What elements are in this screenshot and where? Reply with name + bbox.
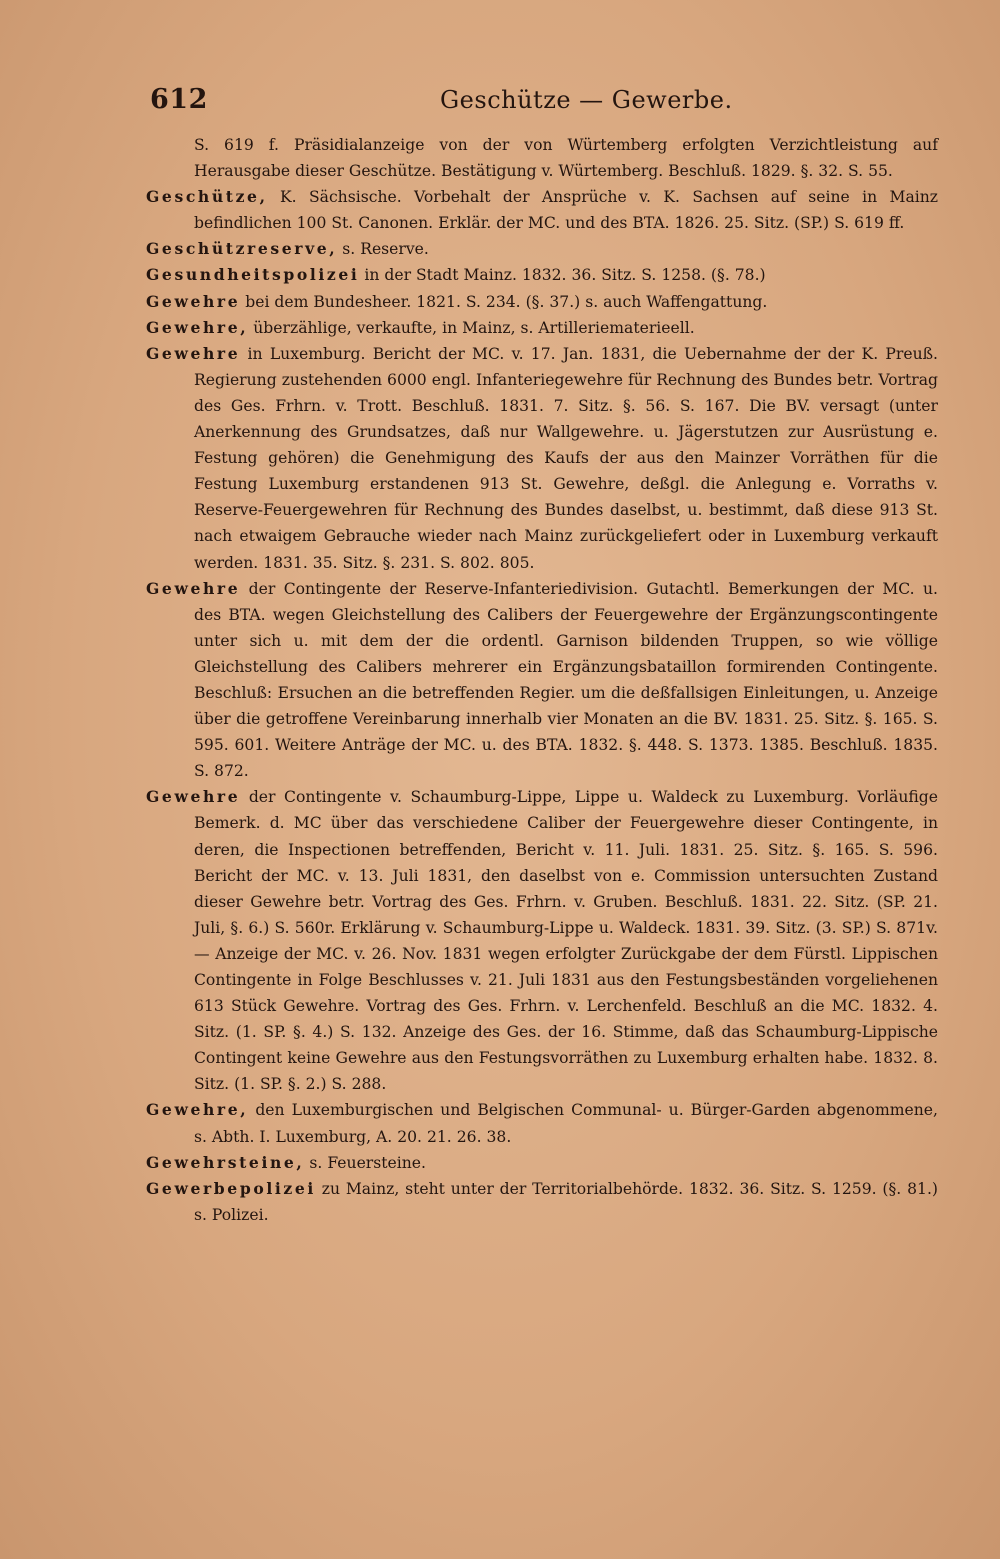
- entry-headword: Geschützreserve,: [146, 239, 338, 259]
- page-header: [150, 84, 936, 120]
- index-entry: [146, 1176, 938, 1228]
- entry-text: S. 619 f. Präsidialanzeige von der von Würtemberg erfolgten Verzichtleistung auf Herausgabe dieser Geschütze. Bestätigung v. Würtemberg. Beschluß. 1829. §. 32. S. 55.: [194, 136, 938, 181]
- entry-headword: Gewehrsteine,: [146, 1152, 305, 1172]
- entry-headword: Gewehre: [146, 787, 241, 807]
- entry-text: bei dem Bundesheer. 1821. S. 234. (§. 37.) s. auch Waffengattung.: [245, 292, 768, 311]
- entry-headword: Gesundheitspolizei: [146, 265, 360, 285]
- index-entry: [146, 784, 938, 1097]
- index-entry-continuation: [146, 132, 938, 184]
- index-entry: [146, 315, 938, 341]
- entry-text: der Contingente v. Schaumburg-Lippe, Lippe u. Waldeck zu Luxemburg. Vorläufige Bemerk. d. MC über das verschiedene Caliber der Feuergewehre dieser Contingente, in deren, die Inspectionen betreffenden, Bericht v. 11. Juli. 1831. 25. Sitz. §. 165. S. 596. Bericht der MC. v. 13. Juli 1831, den daselbst von e. Commission untersuchten Zustand dieser Gewehre betr. Vortrag des Ges. Frhrn. v. Gruben. Beschluß. 1831. 22. Sitz. (SP. 21. Juli, §. 6.) S. 560r. Erklärung v. Schaumburg-Lippe u. Waldeck. 1831. 39. Sitz. (3. SP.) S. 871v. — Anzeige der MC. v. 26. Nov. 1831 wegen erfolgter Zurückgabe der dem Fürstl. Lippischen Contingente in Folge Beschlusses v. 21. Juli 1831 aus den Festungsbeständen vorgeliehenen 613 Stück Gewehre. Vortrag des Ges. Frhrn. v. Lerchenfeld. Beschluß an die MC. 1832. 4. Sitz. (1. SP. §. 4.) S. 132. Anzeige des Ges. der 16. Stimme, daß das Schaumburg-Lippische Contingent keine Gewehre aus den Festungsvorräthen zu Luxemburg erhalten habe. 1832. 8. Sitz. (1. SP. §. 2.) S. 288.: [194, 788, 938, 1094]
- entry-headword: Gewehre: [146, 291, 241, 311]
- index-entry: [146, 1150, 938, 1176]
- index-entry: [146, 1097, 938, 1149]
- running-head: Geschütze — Gewerbe.: [440, 86, 733, 114]
- entry-headword: Gewehre: [146, 578, 241, 598]
- entry-headword: Gewerbepolizei: [146, 1178, 316, 1198]
- entry-text: überzählige, verkaufte, in Mainz, s. Artilleriematerieell.: [253, 318, 695, 337]
- index-entry: [146, 289, 938, 315]
- entry-headword: Geschütze,: [146, 187, 268, 207]
- entry-headword: Gewehre,: [146, 317, 249, 337]
- index-entry: [146, 576, 938, 785]
- entry-text: der Contingente der Reserve-Infanteriedivision. Gutachtl. Bemerkungen der MC. u. des BTA. wegen Gleichstellung des Calibers der Feuergewehre der Ergänzungscontingente unter sich u. mit dem der die ordentl. Garnison bildenden Truppen, so wie völlige Gleichstellung des Calibers mehrerer ein Ergänzungsbataillon formirenden Contingente. Beschluß: Ersuchen an die betreffenden Regier. um die deßfallsigen Einleitungen, u. Anzeige über die getroffene Vereinbarung innerhalb vier Monaten an die BV. 1831. 25. Sitz. §. 165. S. 595. 601. Weitere Anträge der MC. u. des BTA. 1832. §. 448. S. 1373. 1385. Beschluß. 1835. S. 872.: [194, 579, 938, 781]
- index-entry: [146, 236, 938, 262]
- entry-text: in Luxemburg. Bericht der MC. v. 17. Jan. 1831, die Uebernahme der der K. Preuß. Regierung zustehenden 6000 engl. Infanteriegewehre für Rechnung des Bundes betr. Vortrag des Ges. Frhrn. v. Trott. Beschluß. 1831. 7. Sitz. §. 56. S. 167. Die BV. versagt (unter Anerkennung des Grundsatzes, daß nur Wallgewehre. u. Jägerstutzen zur Ausrüstung e. Festung gehören) die Genehmigung des Kaufs der aus den Mainzer Vorräthen für die Festung Luxemburg erstandenen 913 St. Gewehre, deßgl. die Anlegung e. Vorraths v. Reserve-Feuergewehren für Rechnung des Bundes daselbst, u. bestimmt, daß diese 913 St. nach etwaigem Gebrauche wieder nach Mainz zurückgeliefert oder in Luxemburg verkauft werden. 1831. 35. Sitz. §. 231. S. 802. 805.: [194, 344, 938, 572]
- index-entry: [146, 262, 938, 288]
- entry-text: K. Sächsische. Vorbehalt der Ansprüche v. K. Sachsen auf seine in Mainz befindlichen 100 St. Canonen. Erklär. der MC. und des BTA. 1826. 25. Sitz. (SP.) S. 619 ff.: [194, 188, 938, 233]
- entry-text: s. Reserve.: [342, 240, 429, 259]
- entry-text: zu Mainz, steht unter der Territorialbehörde. 1832. 36. Sitz. S. 1259. (§. 81.) s. Polizei.: [194, 1179, 938, 1224]
- index-entries: [146, 132, 938, 1228]
- entry-headword: Gewehre: [146, 343, 241, 363]
- index-entry: [146, 341, 938, 576]
- index-entry: [146, 184, 938, 236]
- entry-text: s. Feuersteine.: [309, 1153, 426, 1172]
- entry-text: den Luxemburgischen und Belgischen Communal- u. Bürger-Garden abgenommene, s. Abth. I. Luxemburg, A. 20. 21. 26. 38.: [194, 1101, 938, 1146]
- entry-text: in der Stadt Mainz. 1832. 36. Sitz. S. 1258. (§. 78.): [364, 266, 766, 285]
- entry-headword: Gewehre,: [146, 1100, 249, 1120]
- page-number: 612: [150, 84, 208, 115]
